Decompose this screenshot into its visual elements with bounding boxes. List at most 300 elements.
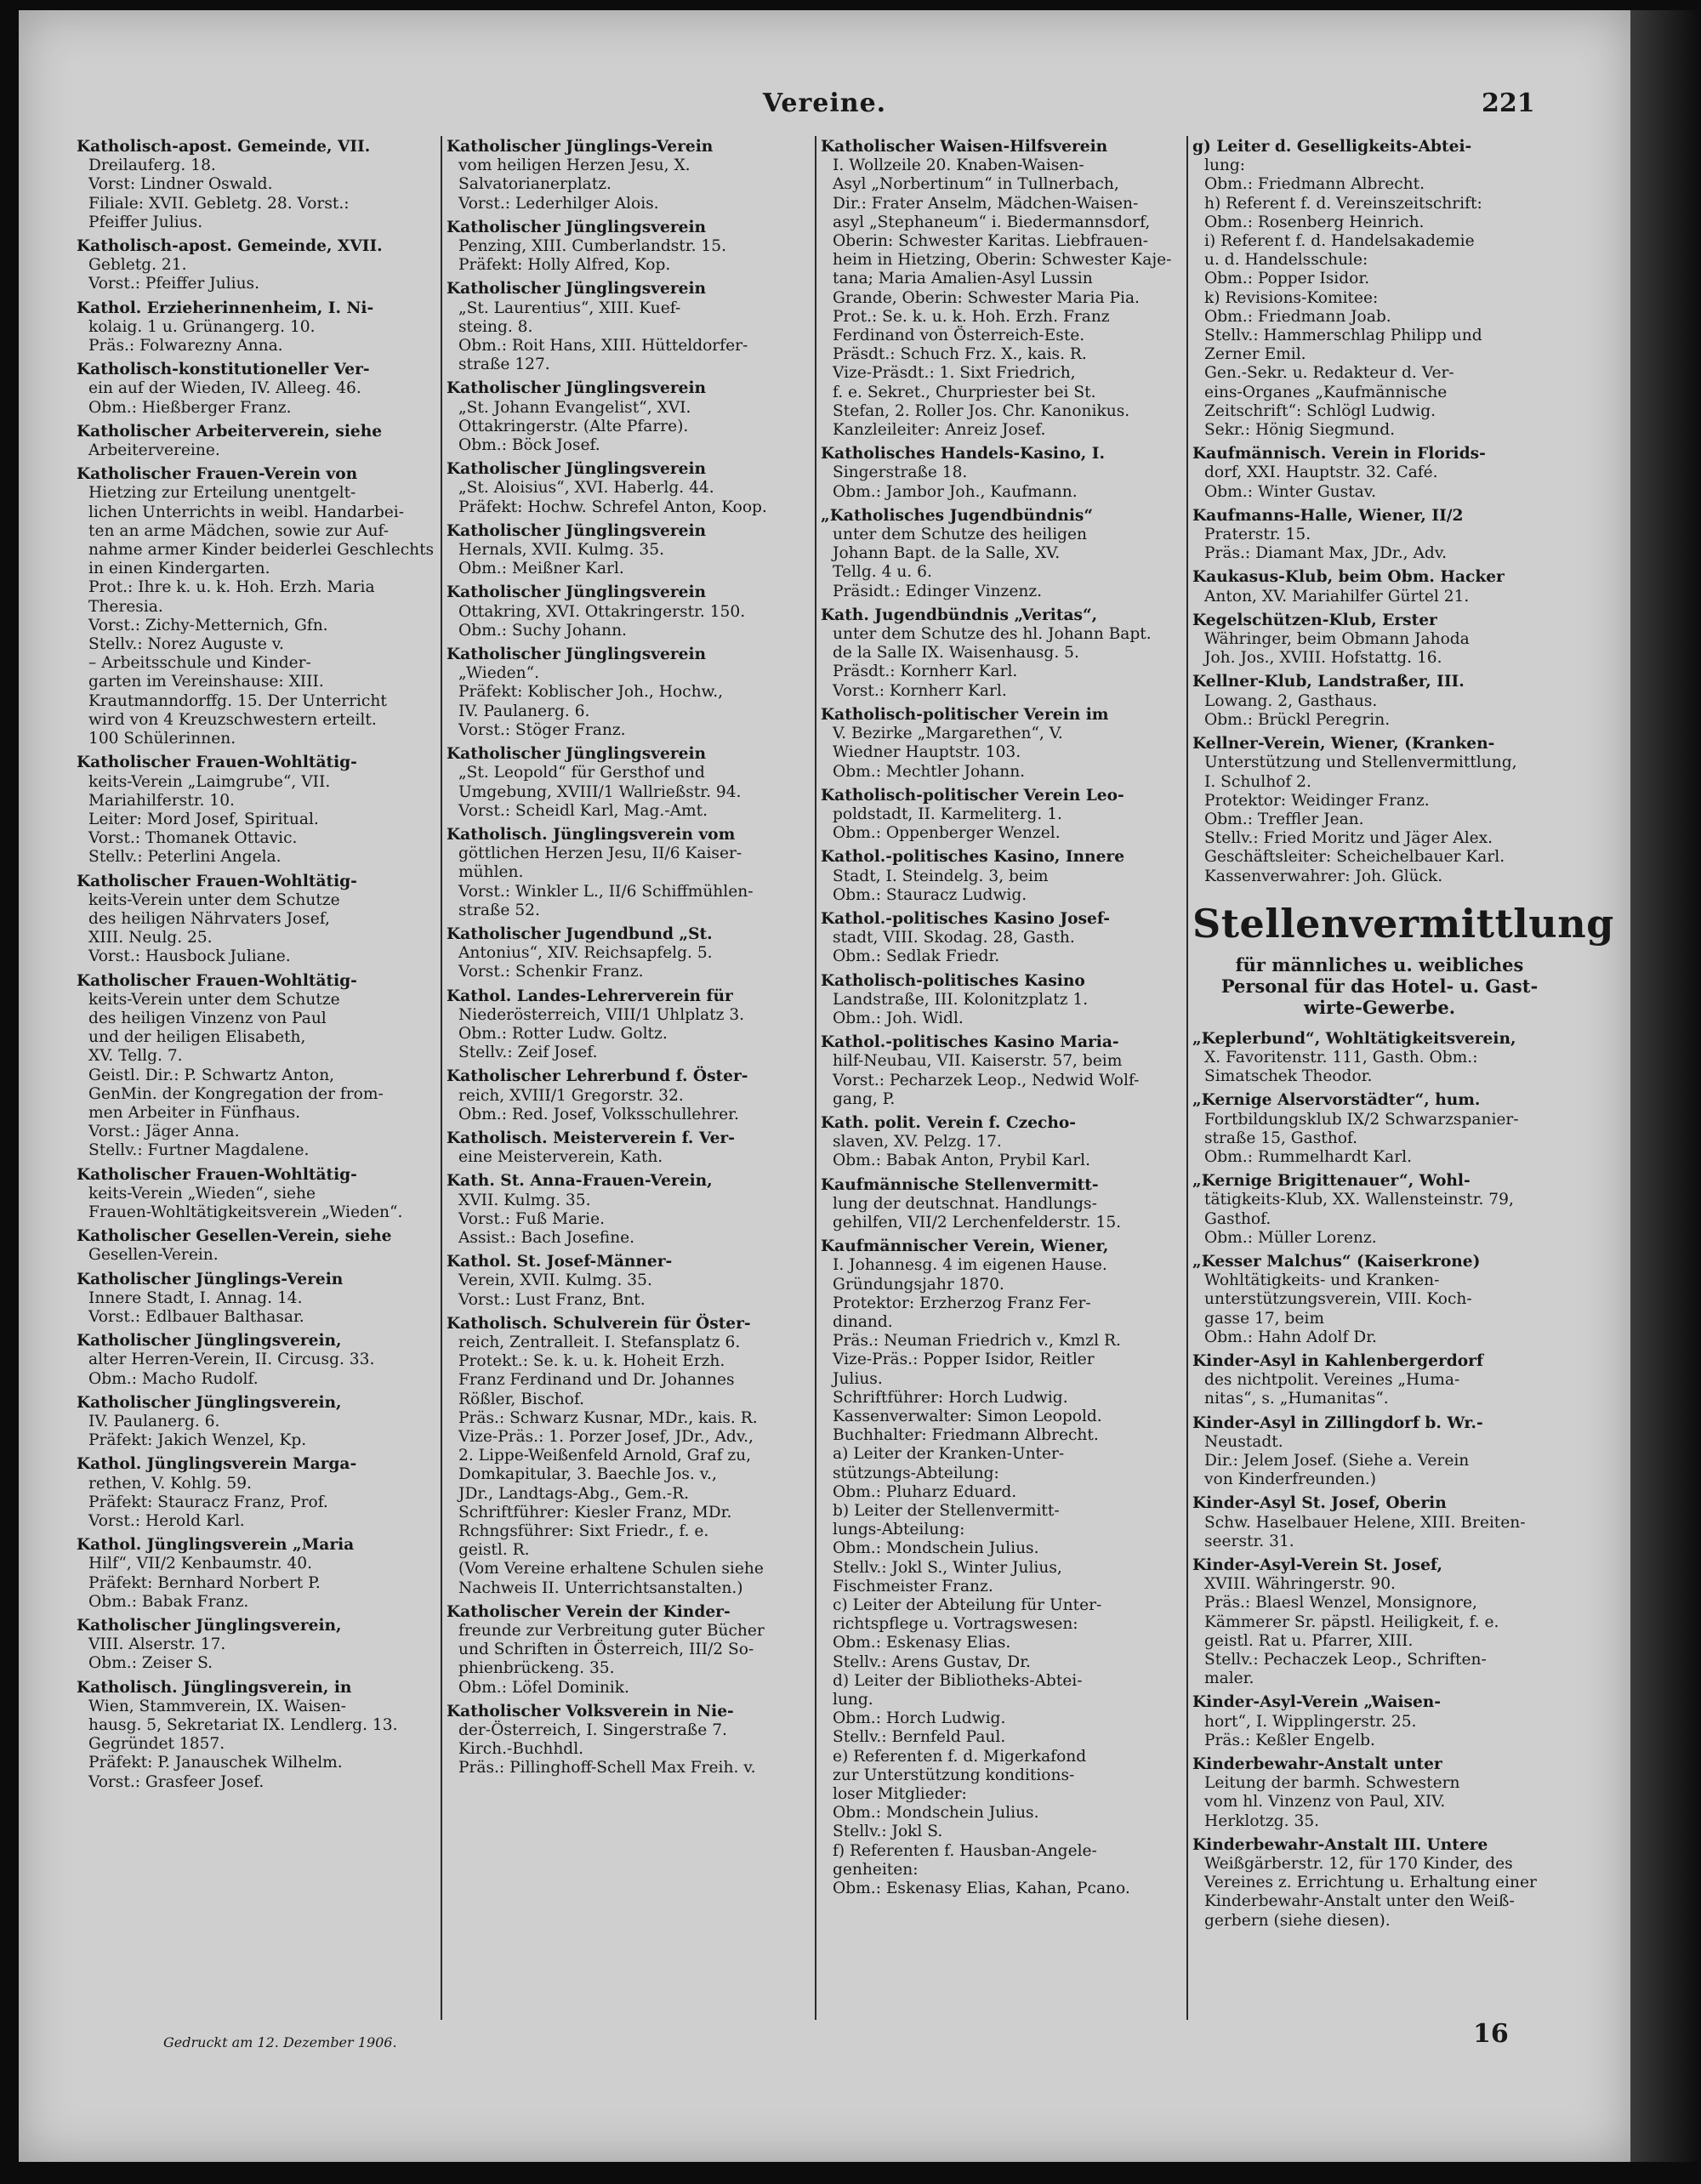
entry-line: Vorst.: Lust Franz, Bnt.	[458, 1290, 646, 1309]
entry-name: Katholisch-apost. Gemeinde, VII.	[77, 138, 371, 156]
entry-line: Vorst.: Edlbauer Balthasar.	[88, 1307, 304, 1326]
entry-name: Katholischer Frauen-Wohltätig-	[77, 872, 357, 890]
entry-line: hort“, I. Wipplingerstr. 25.	[1204, 1712, 1417, 1731]
entry-line: I. Wollzeile 20. Knaben-Waisen-	[833, 156, 1084, 175]
entry-line: Zeitschrift“: Schlögl Ludwig.	[1204, 401, 1436, 420]
entry-name: Katholischer Jünglingsverein	[447, 218, 707, 236]
entry-name: „Kernige Brigittenauer“, Wohl-	[1192, 1172, 1471, 1191]
entry-line: Prot.: Se. k. u. k. Hoh. Erzh. Franz	[833, 307, 1110, 326]
entry-line: Obm.: Winter Gustav.	[1204, 482, 1376, 501]
entry-line: Umgebung, XVIII/1 Wallrießstr. 94.	[458, 782, 742, 801]
entry-line: hausg. 5, Sekretariat IX. Lendlerg. 13.	[88, 1716, 398, 1735]
entry-line: XV. Tellg. 7.	[88, 1047, 183, 1066]
entry-line: Obm.: Eskenasy Elias.	[833, 1634, 1011, 1652]
directory-entry	[447, 987, 810, 1063]
directory-entry	[77, 1332, 434, 1389]
entry-name: Kaufmännischer Verein, Wiener,	[821, 1237, 1109, 1256]
entry-line: von Kinderfreunden.)	[1204, 1470, 1376, 1489]
entry-name: Katholischer Jünglingsverein	[447, 745, 707, 764]
entry-line: Vorst.: Herold Karl.	[88, 1512, 245, 1531]
entry-line: Präfekt: Hochw. Schrefel Anton, Koop.	[458, 498, 767, 516]
entry-name: „Katholisches Jugendbündnis“	[821, 506, 1094, 525]
entry-line: Ottakringerstr. (Alte Pfarre).	[458, 417, 689, 435]
entry-line: u. d. Handelsschule:	[1204, 251, 1368, 270]
entry-line: Obm.: Eskenasy Elias, Kahan, Pcano.	[833, 1880, 1130, 1898]
entry-line: Oberin: Schwester Karitas. Liebfrauen-	[833, 232, 1149, 251]
entry-line: Obm.: Mondschein Julius.	[833, 1804, 1039, 1823]
entry-line: Filiale: XVII. Gebletg. 28. Vorst.:	[88, 194, 350, 213]
entry-line: „St. Johann Evangelist“, XVI.	[458, 398, 691, 417]
entry-line: Obm.: Hahn Adolf Dr.	[1204, 1328, 1377, 1346]
entry-line: steing. 8.	[458, 317, 533, 336]
entry-line: stützungs-Abteilung:	[833, 1464, 999, 1482]
directory-entry	[447, 522, 810, 579]
entry-line: Vorst.: Fuß Marie.	[458, 1209, 605, 1228]
entry-name: Kaufmanns-Halle, Wiener, II/2	[1192, 506, 1464, 525]
section-subheading: für männliches u. weibliches	[1235, 953, 1524, 975]
entry-line: unterstützungsverein, VIII. Koch-	[1204, 1290, 1472, 1309]
entry-line: de la Salle IX. Waisenhausg. 5.	[833, 644, 1079, 663]
entry-line: wird von 4 Kreuzschwestern erteilt.	[88, 710, 377, 729]
entry-line: Julius.	[833, 1369, 883, 1388]
entry-name: Kathol.-politisches Kasino Maria-	[821, 1033, 1119, 1052]
entry-name: Katholischer Jünglingsverein	[447, 583, 707, 602]
directory-entry	[77, 423, 434, 460]
directory-entry	[821, 606, 1186, 701]
entry-line: Präfekt: Bernhard Norbert P.	[88, 1573, 321, 1592]
directory-entry	[1192, 1172, 1567, 1248]
entry-name: Kath. Jugendbündnis „Veritas“,	[821, 606, 1098, 624]
entry-line: nitas“, s. „Humanitas“.	[1204, 1390, 1389, 1408]
entry-line: Vorst.: Stöger Franz.	[458, 720, 626, 739]
column-3	[821, 138, 1186, 2026]
entry-line: Obm.: Babak Franz.	[88, 1592, 249, 1611]
entry-name: Katholischer Jünglingsverein,	[77, 1393, 342, 1412]
entry-line: „Wieden“.	[458, 664, 540, 683]
entry-line: Präs.: Neuman Friedrich v., Kmzl R.	[833, 1332, 1121, 1351]
entry-name: g) Leiter d. Geselligkeits-Abtei-	[1192, 138, 1472, 156]
entry-name: Kinder-Asyl St. Josef, Oberin	[1192, 1494, 1447, 1513]
directory-entry	[1192, 1836, 1567, 1931]
entry-line: Wohltätigkeits- und Kranken-	[1204, 1271, 1440, 1290]
entry-line: poldstadt, II. Karmeliterg. 1.	[833, 805, 1062, 823]
directory-entry	[1192, 445, 1567, 502]
entry-line: Stellv.: Bernfeld Paul.	[833, 1728, 1006, 1747]
entry-line: Zerner Emil.	[1204, 345, 1306, 364]
directory-entry	[447, 219, 810, 276]
entry-line: Stellv.: Zeif Josef.	[458, 1044, 598, 1062]
entry-line: Gasthof.	[1204, 1209, 1271, 1228]
entry-line: loser Mitglieder:	[833, 1785, 967, 1804]
entry-line: mühlen.	[458, 863, 524, 882]
entry-line: Präfekt: Jakich Wenzel, Kp.	[88, 1431, 307, 1450]
entry-line: tana; Maria Amalien-Asyl Lussin	[833, 270, 1093, 288]
entry-line: straße 15, Gasthof.	[1204, 1129, 1358, 1147]
directory-entry	[821, 706, 1186, 782]
entry-line: lungs-Abteilung:	[833, 1521, 965, 1539]
directory-entry	[447, 646, 810, 740]
entry-line: Leitung der barmh. Schwestern	[1204, 1774, 1460, 1793]
entry-line: Dir.: Frater Anselm, Mädchen-Waisen-	[833, 194, 1139, 213]
entry-line: Obm.: Böck Josef.	[458, 436, 600, 455]
entry-line: Vorst.: Grasfeer Josef.	[88, 1772, 265, 1791]
entry-line: k) Revisions-Komitee:	[1204, 288, 1379, 307]
directory-entry	[821, 848, 1186, 905]
entry-line: Kanzleileiter: Anreiz Josef.	[833, 421, 1046, 440]
entry-line: Salvatorianerplatz.	[458, 175, 612, 194]
entry-line: Gesellen-Verein.	[88, 1246, 219, 1265]
entry-line: Obm.: Popper Isidor.	[1204, 270, 1370, 288]
entry-line: Antonius“, XIV. Reichsapfelg. 5.	[458, 944, 713, 963]
entry-name: Katholischer Volksverein in Nie-	[447, 1702, 734, 1720]
entry-line: Gebletg. 21.	[88, 256, 187, 275]
entry-line: slaven, XV. Pelzg. 17.	[833, 1133, 1002, 1152]
entry-name: Katholisches Handels-Kasino, I.	[821, 445, 1105, 464]
directory-entry	[77, 754, 434, 867]
entry-name: Katholischer Frauen-Wohltätig-	[77, 754, 357, 772]
entry-line: Obm.: Mondschein Julius.	[833, 1539, 1039, 1558]
entry-line: Protektor: Weidinger Franz.	[1204, 791, 1430, 810]
directory-entry	[77, 1617, 434, 1674]
entry-name: Kellner-Verein, Wiener, (Kranken-	[1192, 735, 1495, 754]
entry-line: d) Leiter der Bibliotheks-Abtei-	[833, 1671, 1083, 1690]
entry-line: Vorst.: Schenkir Franz.	[458, 963, 644, 981]
entry-line: Präsidt.: Edinger Vinzenz.	[833, 582, 1043, 600]
entry-name: Katholischer Waisen-Hilfsverein	[821, 138, 1108, 156]
entry-name: Kathol. St. Josef-Männer-	[447, 1253, 673, 1271]
entry-line: des heiligen Vinzenz von Paul	[88, 1009, 327, 1027]
signature-number: 16	[1473, 2019, 1509, 2049]
directory-entry	[821, 1237, 1186, 1898]
entry-name: Katholischer Jünglings-Verein	[447, 138, 714, 156]
entry-name: Katholisch-apost. Gemeinde, XVII.	[77, 237, 383, 256]
entry-name: Kaukasus-Klub, beim Obm. Hacker	[1192, 568, 1505, 587]
entry-line: reich, XVIII/1 Gregorstr. 32.	[458, 1086, 684, 1105]
entry-line: „St. Laurentius“, XIII. Kuef-	[458, 299, 681, 317]
entry-line: Weißgärberstr. 12, für 170 Kinder, des	[1204, 1855, 1513, 1874]
entry-line: Obm.: Macho Rudolf.	[88, 1369, 259, 1388]
entry-line: Landstraße, III. Kolonitzplatz 1.	[833, 990, 1089, 1009]
entry-line: Obm.: Horch Ludwig.	[833, 1709, 1006, 1728]
directory-entry	[77, 1455, 434, 1531]
entry-line: Frauen-Wohltätigkeitsverein „Wieden“.	[88, 1203, 403, 1221]
entry-line: I. Johannesg. 4 im eigenen Hause.	[833, 1256, 1107, 1275]
entry-line: Mariahilferstr. 10.	[88, 791, 235, 810]
entry-name: Katholischer Jünglingsverein,	[77, 1617, 342, 1635]
entry-name: Kathol.-politisches Kasino Josef-	[821, 909, 1110, 928]
entry-line: Unterstützung und Stellenvermittlung,	[1204, 754, 1517, 772]
entry-line: Präsdt.: Kornherr Karl.	[833, 663, 1018, 681]
entry-line: Vorst.: Pfeiffer Julius.	[88, 275, 260, 293]
entry-name: Katholischer Arbeiterverein, siehe	[77, 422, 383, 441]
entry-line: der-Österreich, I. Singerstraße 7.	[458, 1721, 727, 1740]
entry-line: Präfekt: Holly Alfred, Kop.	[458, 256, 671, 275]
entry-line: lung der deutschnat. Handlungs-	[833, 1194, 1097, 1213]
entry-line: keits-Verein „Laimgrube“, VII.	[88, 772, 331, 791]
entry-name: Kegelschützen-Klub, Erster	[1192, 611, 1437, 629]
entry-name: Katholisch. Jünglingsverein vom	[447, 825, 736, 844]
directory-entry	[1192, 611, 1567, 668]
entry-name: „Keplerbund“, Wohltätigkeitsverein,	[1192, 1029, 1516, 1048]
entry-name: Katholisch. Meisterverein f. Ver-	[447, 1129, 735, 1147]
directory-entry	[821, 787, 1186, 844]
entry-line: Vorst: Lindner Oswald.	[88, 175, 273, 194]
entry-name: Katholischer Lehrerbund f. Öster-	[447, 1067, 748, 1086]
entry-line: Obm.: Rummelhardt Karl.	[1204, 1147, 1413, 1166]
directory-entry	[447, 826, 810, 920]
entry-line: (Vom Vereine erhaltene Schulen siehe	[458, 1560, 764, 1578]
entry-line: Präsdt.: Schuch Frz. X., kais. R.	[833, 345, 1087, 364]
entry-line: Obm.: Oppenberger Wenzel.	[833, 824, 1061, 843]
entry-line: Vorst.: Lederhilger Alois.	[458, 194, 659, 213]
entry-line: Vorst.: Zichy-Metternich, Gfn.	[88, 616, 328, 634]
entry-name: Katholischer Jugendbund „St.	[447, 924, 713, 943]
entry-name: Katholischer Jünglingsverein	[447, 521, 707, 540]
directory-entry	[1192, 1693, 1567, 1750]
entry-line: Hilf“, VII/2 Kenbaumstr. 40.	[88, 1555, 312, 1573]
entry-line: des heiligen Nährvaters Josef,	[88, 909, 330, 928]
entry-line: Obm.: Löfel Dominik.	[458, 1678, 629, 1697]
entry-line: Nachweis II. Unterrichtsanstalten.)	[458, 1578, 743, 1597]
page-edge-shadow	[1630, 10, 1701, 2162]
directory-entry	[447, 1172, 810, 1248]
entry-line: Schw. Haselbauer Helene, XIII. Breiten-	[1204, 1513, 1526, 1532]
directory-entry	[821, 972, 1186, 1029]
entry-line: e) Referenten f. d. Migerkafond	[833, 1747, 1087, 1766]
entry-line: Stellv.: Arens Gustav, Dr.	[833, 1652, 1031, 1671]
directory-entry	[447, 1315, 810, 1598]
entry-line: Stellv.: Norez Auguste v.	[88, 635, 284, 654]
entry-line: Kinderbewahr-Anstalt unter den Weiß-	[1204, 1892, 1515, 1911]
entry-line: Vize-Präs.: Popper Isidor, Reitler	[833, 1351, 1095, 1369]
entry-line: Rößler, Bischof.	[458, 1390, 585, 1408]
entry-line: Gen.-Sekr. u. Redakteur d. Ver-	[1204, 364, 1454, 383]
entry-line: V. Bezirke „Margarethen“, V.	[833, 725, 1063, 743]
entry-line: f) Referenten f. Hausban-Angele-	[833, 1841, 1097, 1860]
entry-line: Präs.: Schwarz Kusnar, MDr., kais. R.	[458, 1408, 758, 1427]
entry-line: Obm.: Friedmann Joab.	[1204, 307, 1391, 326]
page-number: 221	[1482, 88, 1535, 118]
directory-entry	[1192, 1755, 1567, 1831]
directory-entry	[1192, 1494, 1567, 1551]
entry-line: Leiter: Mord Josef, Spiritual.	[88, 810, 319, 828]
entry-line: Präs.: Keßler Engelb.	[1204, 1731, 1375, 1749]
directory-entry	[1192, 1253, 1567, 1347]
entry-line: Johann Bapt. de la Salle, XV.	[833, 544, 1061, 563]
entry-line: Stefan, 2. Roller Jos. Chr. Kanonikus.	[833, 401, 1130, 420]
entry-line: Obm.: Meißner Karl.	[458, 560, 624, 578]
entry-name: Katholisch-politisches Kasino	[821, 971, 1085, 990]
entry-line: eine Meisterverein, Kath.	[458, 1148, 663, 1167]
entry-name: Kinderbewahr-Anstalt III. Untere	[1192, 1835, 1488, 1854]
entry-line: Kassenverwalter: Simon Leopold.	[833, 1408, 1102, 1425]
entry-line: Obm.: Zeiser S.	[88, 1654, 213, 1673]
entry-line: heim in Hietzing, Oberin: Schwester Kaje-	[833, 251, 1172, 270]
column-rule	[1186, 136, 1188, 2020]
entry-line: gang, P.	[833, 1089, 896, 1108]
entry-line: straße 52.	[458, 901, 540, 919]
directory-entry	[1192, 1091, 1567, 1167]
entry-name: Kathol. Jünglingsverein „Maria	[77, 1536, 355, 1555]
entry-line: Obm.: Babak Anton, Prybil Karl.	[833, 1152, 1090, 1170]
entry-name: Kath. polit. Verein f. Czecho-	[821, 1113, 1076, 1132]
entry-line: Obm.: Brückl Peregrin.	[1204, 710, 1391, 729]
entry-name: Kathol. Jünglingsverein Marga-	[77, 1455, 357, 1474]
entry-line: Hernals, XVII. Kulmg. 35.	[458, 541, 664, 560]
entry-line: rethen, V. Kohlg. 59.	[88, 1474, 252, 1493]
entry-line: Protektor: Erzherzog Franz Fer-	[833, 1294, 1091, 1312]
entry-name: Kathol. Erzieherinnenheim, I. Ni-	[77, 299, 374, 317]
entry-line: Obm.: Stauracz Ludwig.	[833, 885, 1027, 904]
entry-line: Herklotzg. 35.	[1204, 1811, 1320, 1830]
entry-line: Rchngsführer: Sixt Friedr., f. e.	[458, 1522, 709, 1541]
directory-entry	[77, 1166, 434, 1223]
column-rule	[441, 136, 442, 2020]
entry-line: i) Referent f. d. Handelsakademie	[1204, 232, 1475, 251]
entry-name: Katholisch-politischer Verein im	[821, 705, 1109, 724]
entry-line: Vorst.: Kornherr Karl.	[833, 681, 1007, 700]
directory-entry	[77, 1536, 434, 1612]
entry-line: Obm.: Suchy Johann.	[458, 621, 627, 640]
entry-line: straße 127.	[458, 355, 550, 374]
entry-line: kolaig. 1 u. Grünangerg. 10.	[88, 317, 316, 336]
directory-entry	[447, 583, 810, 640]
entry-name: Kathol.-politisches Kasino, Innere	[821, 848, 1125, 867]
entry-line: Theresia.	[88, 597, 163, 616]
entry-line: Prot.: Ihre k. u. k. Hoh. Erzh. Maria	[88, 578, 375, 597]
directory-entry	[447, 379, 810, 455]
directory-entry	[821, 445, 1186, 502]
entry-line: Verein, XVII. Kulmg. 35.	[458, 1271, 652, 1290]
directory-entry	[77, 465, 434, 748]
directory-entry	[447, 1603, 810, 1698]
entry-line: keits-Verein unter dem Schutze	[88, 990, 340, 1009]
entry-line: Präfekt: Koblischer Joh., Hochw.,	[458, 683, 724, 702]
entry-line: b) Leiter der Stellenvermitt-	[833, 1502, 1060, 1521]
entry-line: a) Leiter der Kranken-Unter-	[833, 1445, 1065, 1464]
entry-line: und Schriften in Österreich, III/2 So-	[458, 1641, 754, 1659]
entry-line: XVIII. Währingerstr. 90.	[1204, 1575, 1396, 1594]
entry-line: lichen Unterrichts in weibl. Handarbei-	[88, 503, 404, 521]
entry-line: Vorst.: Hausbock Juliane.	[88, 947, 291, 966]
entry-line: Stellv.: Fried Moritz und Jäger Alex.	[1204, 829, 1493, 848]
directory-entry	[1192, 1030, 1567, 1087]
entry-name: Katholischer Frauen-Wohltätig-	[77, 971, 357, 990]
entry-line: Dreilauferg. 18.	[88, 156, 216, 175]
entry-line: zur Unterstützung konditions-	[833, 1766, 1075, 1784]
entry-line: Präs.: Blaesl Wenzel, Monsignore,	[1204, 1594, 1477, 1612]
directory-entry	[77, 361, 434, 418]
entry-line: Tellg. 4 u. 6.	[833, 563, 932, 582]
entry-name: Kinder-Asyl in Zillingdorf b. Wr.-	[1192, 1413, 1483, 1432]
entry-line: Obm.: Mechtler Johann.	[833, 762, 1026, 781]
entry-line: Joh. Jos., XVIII. Hofstattg. 16.	[1204, 649, 1442, 668]
directory-entry	[821, 1176, 1186, 1233]
entry-name: Kellner-Klub, Landstraßer, III.	[1192, 673, 1465, 691]
entry-line: gerbern (siehe diesen).	[1204, 1911, 1391, 1930]
directory-entry	[447, 1067, 810, 1124]
entry-line: in einen Kindergarten.	[88, 560, 270, 578]
directory-entry	[447, 745, 810, 821]
entry-line: men Arbeiter in Fünfhaus.	[88, 1103, 301, 1122]
entry-line: Franz Ferdinand und Dr. Johannes	[458, 1371, 735, 1390]
entry-line: Obm.: Hießberger Franz.	[88, 398, 292, 417]
directory-entry	[77, 1227, 434, 1265]
directory-entry	[821, 910, 1186, 967]
entry-name: Katholischer Jünglingsverein	[447, 280, 707, 299]
directory-entry	[1192, 568, 1567, 606]
entry-line: Präs.: Diamant Max, JDr., Adv.	[1204, 544, 1448, 563]
entry-line: Ferdinand von Österreich-Este.	[833, 327, 1085, 345]
entry-line: IV. Paulanerg. 6.	[88, 1413, 220, 1430]
entry-line: Anton, XV. Mariahilfer Gürtel 21.	[1204, 587, 1470, 606]
entry-line: phienbrückeng. 35.	[458, 1659, 615, 1678]
entry-line: Obm.: Jambor Joh., Kaufmann.	[833, 482, 1078, 501]
entry-line: dinand.	[833, 1312, 893, 1331]
entry-name: „Kernige Alservorstädter“, hum.	[1192, 1091, 1481, 1110]
entry-line: I. Schulhof 2.	[1204, 772, 1311, 791]
directory-entry	[821, 507, 1186, 601]
entry-name: Kathol. Landes-Lehrerverein für	[447, 987, 733, 1005]
print-date: Gedruckt am 12. Dezember 1906.	[163, 2034, 397, 2050]
entry-line: stadt, VIII. Skodag. 28, Gasth.	[833, 929, 1075, 947]
entry-name: Katholischer Frauen-Verein von	[77, 465, 358, 484]
entry-line: Präs.: Pillinghoff-Schell Max Freih. v.	[458, 1759, 756, 1777]
entry-line: Stadt, I. Steindelg. 3, beim	[833, 867, 1049, 885]
directory-entry	[77, 237, 434, 294]
entry-line: Währinger, beim Obmann Jahoda	[1204, 630, 1470, 649]
entry-line: richtspflege u. Vortragswesen:	[833, 1615, 1078, 1634]
entry-line: Stellv.: Jokl S.	[833, 1823, 943, 1841]
entry-line: Vize-Präs.: 1. Porzer Josef, JDr., Adv.,	[458, 1428, 754, 1446]
directory-entry	[1192, 1414, 1567, 1490]
entry-line: Geschäftsleiter: Scheichelbauer Karl.	[1204, 848, 1505, 867]
entry-line: gasse 17, beim	[1204, 1309, 1324, 1328]
entry-line: freunde zur Verbreitung guter Bücher	[458, 1622, 765, 1641]
entry-line: XVII. Kulmg. 35.	[458, 1191, 591, 1209]
directory-entry	[1192, 1556, 1567, 1688]
entry-line: Obm.: Roit Hans, XIII. Hütteldorfer-	[458, 337, 748, 355]
entry-line: Wien, Stammverein, IX. Waisen-	[88, 1697, 346, 1715]
entry-line: JDr., Landtags-Abg., Gem.-R.	[458, 1484, 690, 1503]
directory-entry	[447, 925, 810, 982]
entry-line: Wiedner Hauptstr. 103.	[833, 743, 1021, 762]
entry-line: Vorst.: Jäger Anna.	[88, 1123, 240, 1141]
directory-entry	[447, 1129, 810, 1167]
entry-line: nahme armer Kinder beiderlei Geschlechts	[88, 541, 435, 560]
directory-entry	[447, 1253, 810, 1310]
entry-line: genheiten:	[833, 1860, 919, 1879]
directory-entry	[821, 1114, 1186, 1171]
entry-line: Niederösterreich, VIII/1 Uhlplatz 3.	[458, 1005, 745, 1024]
entry-line: Ottakring, XVI. Ottakringerstr. 150.	[458, 602, 746, 621]
entry-line: Pfeiffer Julius.	[88, 213, 203, 231]
entry-line: Buchhalter: Friedmann Albrecht.	[833, 1426, 1099, 1445]
entry-line: geistl. Rat u. Pfarrer, XIII.	[1204, 1631, 1414, 1650]
entry-line: „St. Aloisius“, XVI. Haberlg. 44.	[458, 479, 714, 498]
entry-line: Simatschek Theodor.	[1204, 1067, 1373, 1086]
directory-entry	[77, 299, 434, 356]
entry-name: Katholischer Jünglings-Verein	[77, 1270, 344, 1288]
entry-name: Katholischer Frauen-Wohltätig-	[77, 1165, 357, 1184]
entry-name: Kaufmännisch. Verein in Florids-	[1192, 445, 1486, 464]
column-2	[447, 138, 810, 2026]
directory-entry	[1192, 735, 1567, 886]
entry-line: alter Herren-Verein, II. Circusg. 33.	[88, 1351, 375, 1369]
entry-line: „St. Leopold“ für Gersthof und	[458, 764, 705, 782]
entry-name: Kaufmännische Stellenvermitt-	[821, 1175, 1099, 1194]
entry-line: Kirch.-Buchhdl.	[458, 1740, 584, 1759]
